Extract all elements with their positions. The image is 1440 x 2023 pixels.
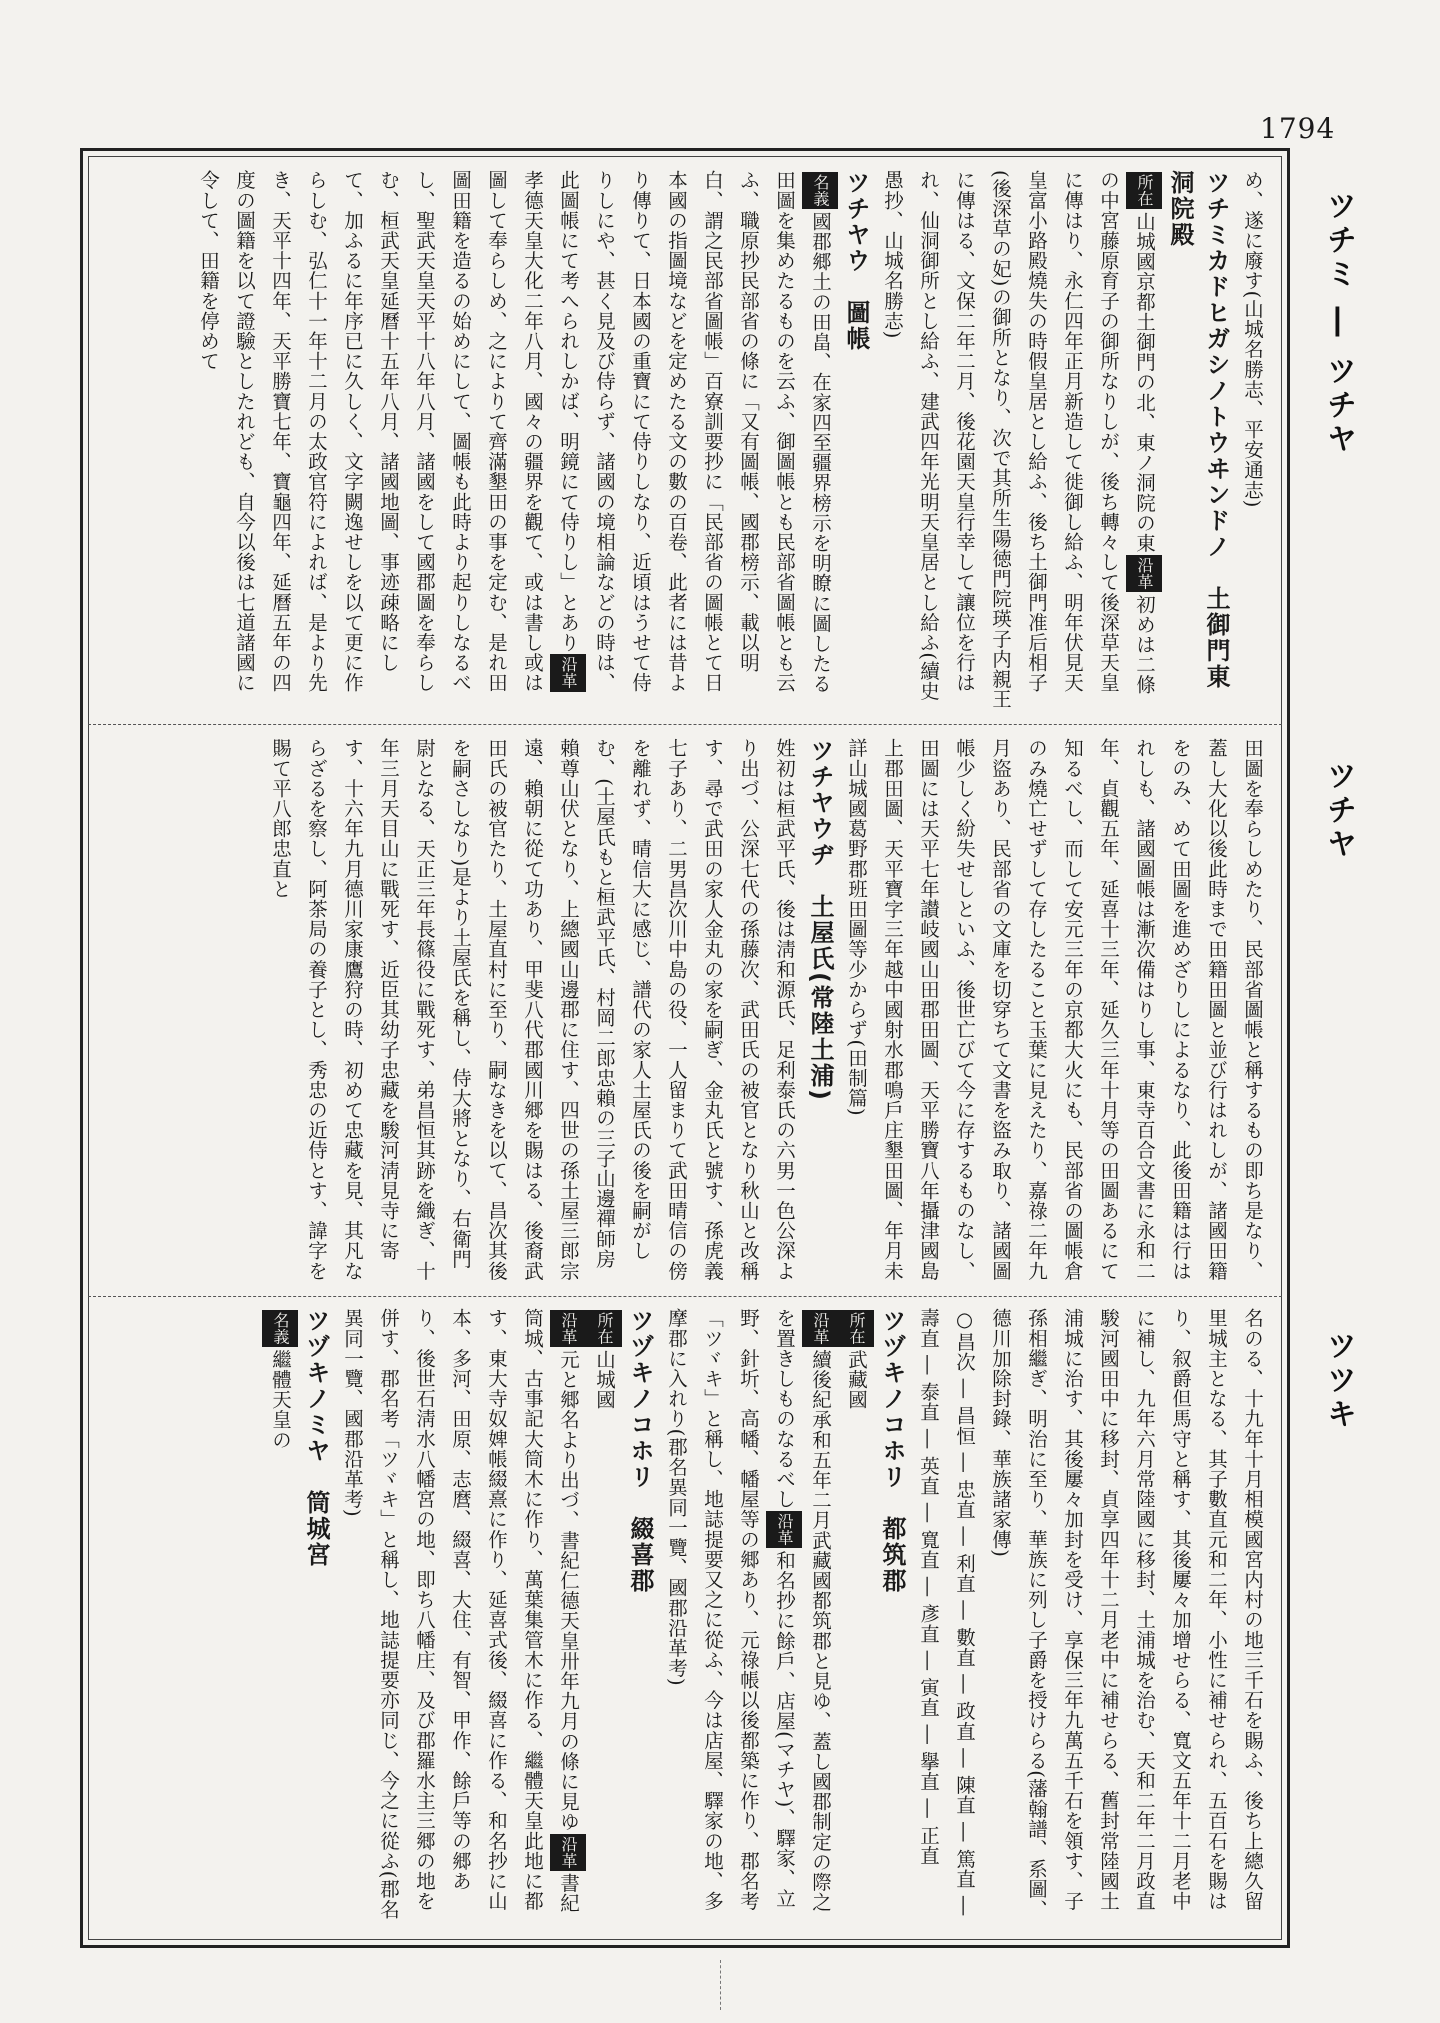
text-span: 初めは二條の中宮藤原育子の御所なりしが、後ち轉々して後深草天皇に傳はり、永仁四年正月新造して徙御し給ふ、明年伏見天皇富小路殿燒失の時假皇居とし給ふ、後ち土御門准后相子(後深草の妃)の御所となり、次で其所生陽徳門院瑛子内親王に傳はる、文保二年二月、後花園天皇行幸して讓位を行はれ、仙洞御所とし給ふ、建武四年光明天皇居とし給ふ(續史愚抄、山城名勝志) bbox=[881, 170, 1156, 710]
tag-label: 所在 bbox=[586, 1310, 622, 1347]
text-span: 山城國京都土御門の北、東ノ洞院の東 bbox=[1133, 211, 1156, 553]
text-line bbox=[586, 1308, 622, 1928]
genealogy-line: ○昌次 ― 昌恒 ― 忠直 ― 利直 ― 數直 ― 政直 ― 陳直 ― 篤直 ― 壽直 ― 泰直 ― 英直 ― 寬直 ― 彥直 ― 寅直 ― 擧直 ― 正直 bbox=[917, 1308, 976, 1916]
text-line bbox=[658, 1308, 838, 1928]
tag-label: 所在 bbox=[838, 1310, 874, 1347]
section-divider bbox=[88, 724, 1282, 725]
section-1 bbox=[100, 170, 1270, 710]
entry-heading: ツチヤウ 圖帳 bbox=[842, 170, 870, 352]
tag-label: 沿革 bbox=[1126, 555, 1162, 592]
text-span: 國郡郷土の田畠、在家四至疆界榜示を明瞭に圖したる田圖を集めたるものを云ふ、御圖帳とも民部省圖帳とも云ふ、職原抄民部省の條に「又有圖帳、國郡榜示、載以明白、謂之民部省圖帳」百寮訓要抄に「民部省の圖帳とて日本國の指圖境などを定めたる文の數の百卷、此者には昔より傳りて、日本國の重寶にて侍りしなり、近頃はうせて侍りしにや、甚く見及び侍らず、諸國の境相論などの時は、此圖帳にて考へられしかば、明鏡にて侍りし」とあり bbox=[557, 170, 832, 694]
text-span: 書紀筒城、古事記大筒木に作り、萬葉集管木に作る、繼體天皇此地に都す、東大寺奴婢帳綴熹に作り、延喜式後、綴喜に作る、和名抄に山本、多河、田原、志麿、綴喜、大住、有智、甲作、餘戶等の郷あり、後世石淸水八幡宮の地、即ち八幡庄、及び郡羅水主三郷の地を併す、郡名考「ツヾキ」と稱し、地誌提要亦同じ、今之に從ふ(郡名異同一覽、國郡沿革考) bbox=[341, 1308, 580, 1920]
text-line bbox=[874, 170, 1162, 710]
text-span: 繼體天皇の bbox=[269, 1349, 292, 1450]
entry-heading: ツヅキノコホリ 都筑郡 bbox=[878, 1308, 906, 1594]
entry-heading: ツヅキノミヤ 筒城宮 bbox=[302, 1308, 330, 1568]
text-line: め、遂に廢す(山城名勝志、平安通志) bbox=[1241, 170, 1264, 509]
tag-label: 沿革 bbox=[766, 1511, 802, 1548]
tag-label: 沿革 bbox=[550, 1310, 586, 1347]
section-divider bbox=[88, 1296, 1282, 1297]
section-2 bbox=[100, 738, 1270, 1286]
text-line bbox=[190, 170, 838, 710]
tag-label: 沿革 bbox=[550, 654, 586, 691]
text-span: 元と郷名より出づ、書紀仁德天皇卅年九月の條に見ゆ bbox=[557, 1349, 580, 1832]
text-span: 和名抄に餘戶、店屋(マチヤ)、驛家、立野、針圻、高幡、幡屋等の郷あり、元祿帳以後都築に作り、郡名考「ツヾキ」と稱し、地誌提要又之に從ふ、今は店屋、驛家の地、多摩郡に入れり(郡名異同一覽、國郡沿革考) bbox=[665, 1308, 796, 1911]
text-line: 名のる、十九年十月相模國宮内村の地三千石を賜ふ、後ち上總久留里城主となる、其子數直元和二年、小性に補せられ、五百石を賜はり、叙爵但馬守と稱す、其後屢々加增せらる、寬文五年十二月老中に補し、九年六月常陸國に移封、土浦城を治む、天和二年二月政直駿河國田中に移封、貞享四年十二月老中に補せらる、舊封常陸國土浦城に治す、其後屢々加封を受け、享保三年九萬五千石を領す、子孫相繼ぎ、明治に至り、華族に列し子爵を授けらる(藩翰譜、系圖、德川加除封錄、華族諸家傳) bbox=[989, 1308, 1264, 1920]
entry-heading: ツヅキノコホリ 綴喜郡 bbox=[626, 1308, 654, 1594]
text-span: 孝德天皇大化二年八月、國々の疆界を觀て、或は書し或は圖して奉らしめ、之によりて齊滿墾田の事を定む、是れ田圖田籍を造るの始めにして、圖帳も此時より起りしなるべし、聖武天皇天平十八年八月、諸國をして國郡圖を奉らしむ、桓武天皇延曆十五年八月、諸國地圖、事迹疎略にして、加ふるに年序已に久しく、文字闕逸せしを以て更に作らしむ、弘仁十一年十二月の太政官符によれば、是より先き、天平十四年、天平勝寶七年、寶龜四年、延曆五年の四度の圖籍を以て證驗としたれども、自今以後は七道諸國に令して、田籍を停めて bbox=[197, 170, 544, 693]
running-head-3: ツツキ bbox=[1321, 1330, 1356, 1432]
running-head-1: ツチミ ― ツチヤ bbox=[1321, 190, 1356, 457]
text-line bbox=[334, 1308, 586, 1928]
page-number: 1794 bbox=[1260, 112, 1336, 145]
text-span: 武藏國 bbox=[845, 1349, 868, 1410]
tag-label: 沿革 bbox=[550, 1834, 586, 1871]
tag-label: 名義 bbox=[262, 1310, 298, 1347]
tag-label: 沿革 bbox=[802, 1310, 838, 1347]
text-line bbox=[838, 1308, 874, 1928]
tag-label: 所在 bbox=[1126, 172, 1162, 209]
gutter-mark bbox=[720, 1960, 723, 2010]
text-line bbox=[262, 1308, 298, 1928]
text-line: 田圖を奉らしめたり、民部省圖帳と稱するもの即ち是なり、蓋し大化以後此時まで田籍田圖と並び行はれしが、諸國田籍をのみ、めて田圖を進めざりしによるなり、此後田籍は行はれしも、諸國圖帳は漸次備はりし事、東寺百合文書に永和二年、貞觀五年、延喜十三年、延久三年十月等の田圖あるにて知るべし、而して安元三年の京都大火にも、民部省の圖帳倉のみ燒亡せずして存したること玉葉に見えたり、嘉祿二年九月盜あり、民部省の文庫を切穿ちて文書を盜み取り、諸國圖帳少しく紛失せしといふ、後世亡びて今に存するものなし、田圖には天平七年讃岐國山田郡田圖、天平勝寶八年攝津國島上郡田圖、天平寶字三年越中國射水郡鳴戶庄墾田圖、年月未詳山城國葛野郡班田圖等少からず(田制篇) bbox=[845, 738, 1264, 1281]
text-span: 續後紀承和五年二月武藏國都筑郡と見ゆ、蓋し國郡制定の際之を置きしものなるべし bbox=[773, 1308, 832, 1913]
entry-heading: ツチヤウヂ 土屋氏(常陸土浦) bbox=[806, 738, 834, 1102]
section-3 bbox=[100, 1308, 1270, 1928]
text-span: 山城國 bbox=[593, 1349, 616, 1410]
tag-label: 名義 bbox=[802, 172, 838, 209]
text-line: 姓初は桓武平氏、後は淸和源氏、足利泰氏の六男一色公深より出づ、公深七代の孫藤次、武田氏の被官となり秋山と改稱す、尋で武田の家人金丸の家を嗣ぎ、金丸氏と號す、孫虎義七子あり、二男昌次川中島の役、一人留まりて武田晴信の傍を離れず、晴信大に感じ、譜代の家人土屋氏の後を嗣がしむ、(土屋氏もと桓武平氏、村岡二郎忠賴の三子山邊禪師房賴尊山伏となり、上總國山邊郡に住す、四世の孫土屋三郎宗遠、賴朝に從て功あり、甲斐八代郡國川郷を賜はる、後裔武田氏の被官たり、土屋直村に至り、嗣なきを以て、昌次其後を嗣さしなり)是より土屋氏を稱し、侍大將となり、右衛門尉となる、天正三年長篠役に戰死す、弟昌恒其跡を織ぎ、十年三月天目山に戰死す、近臣其幼子忠藏を駿河淸見寺に寄す、十六年九月德川家康鷹狩の時、初めて忠藏を見、其凡ならざるを察し、阿茶局の養子とし、秀忠の近侍とす、諱字を賜て平八郎忠直と bbox=[269, 738, 796, 1281]
entry-heading: ツチミカドヒガシノトウヰンドノ 土御門東洞院殿 bbox=[1166, 170, 1230, 690]
running-head-2: ツチヤ bbox=[1321, 760, 1356, 862]
